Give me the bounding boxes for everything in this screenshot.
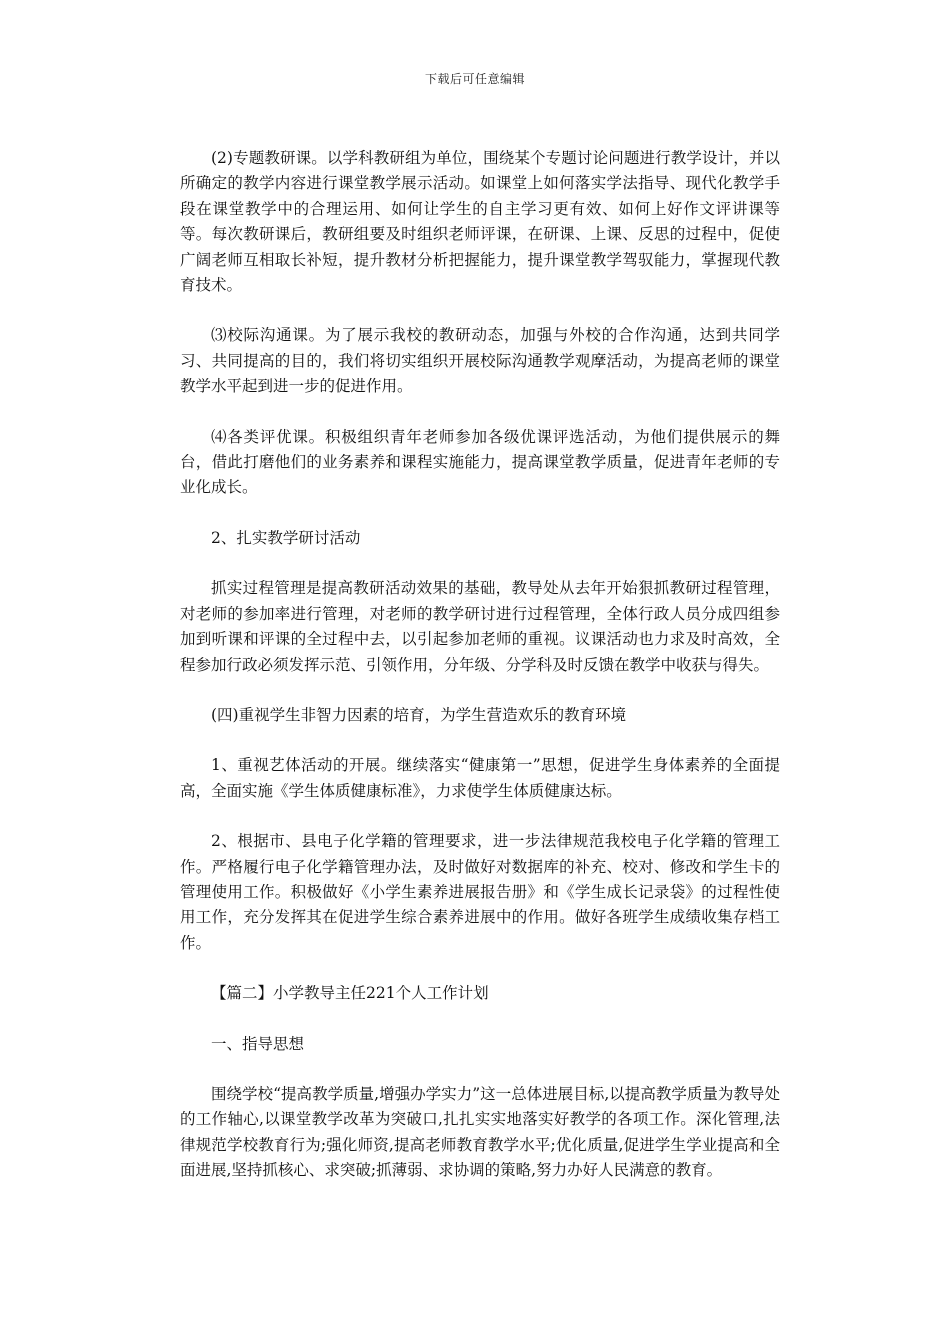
section-heading-guiding-ideology: 一、指导思想 [211,1034,305,1053]
paragraph-student-records: 2、根据市、县电子化学籍的管理要求，进一步法律规范我校电子化学籍的管理工作。严格履行电子化学籍管理办法，及时做好对数据库的补充、校对、修改和学生卡的管理使用工作。积极做好《小学生素养进展报告册》和《学生成长记录袋》的过程性使用工作，充分发挥其在促进学生综合素养进展中的作用。做好各班学生成绩收集存档工作。 [180,832,780,952]
paragraph-special-topic-lesson: (2)专题教研课。以学科教研组为单位，围绕某个专题讨论问题进行教学设计，并以所确定的教学内容进行课堂教学展示活动。如课堂上如何落实学法指导、现代化教学手段在课堂教学中的合理运用、如何让学生的自主学习更有效、如何上好作文评讲课等等。每次教研课后，教研组要及时组织老师评课，在研课、上课、反思的过程中，促使广阔老师互相取长补短，提升教材分析把握能力，提升课堂教学驾驭能力，掌握现代教育技术。 [180,149,780,295]
section-heading-teaching-research: 2、扎实教学研讨活动 [211,528,361,547]
paragraph-process-management: 抓实过程管理是提高教研活动效果的基础，教导处从去年开始狠抓教研过程管理，对老师的参加率进行管理，对老师的教学研讨进行过程管理，全体行政人员分成四组参加到听课和评课的全过程中去，以引起参加老师的重视。议课活动也力求及时高效，全程参加行政必须发挥示范、引领作用，分年级、分学科及时反馈在教学中收获与得失。 [180,579,780,674]
paragraph-arts-sports: 1、重视艺体活动的开展。继续落实“健康第一”思想，促进学生身体素养的全面提高，全面实施《学生体质健康标准》，力求使学生体质健康达标。 [180,756,780,800]
paragraph-inter-school-lesson: ⑶校际沟通课。为了展示我校的教研动态，加强与外校的合作沟通，达到共同学习、共同提高的目的，我们将切实组织开展校际沟通教学观摩活动，为提高老师的课堂教学水平起到进一步的促进作用。 [180,326,780,396]
chapter-title: 【篇二】小学教导主任221个人工作计划 [211,984,489,1003]
document-body [180,146,780,1184]
header-note: 下载后可任意编辑 [424,72,525,86]
section-heading-non-intellectual-factors: (四)重视学生非智力因素的培育，为学生营造欢乐的教育环境 [211,705,627,724]
paragraph-evaluation-lesson: ⑷各类评优课。积极组织青年老师参加各级优课评选活动，为他们提供展示的舞台，借此打磨他们的业务素养和课程实施能力，提高课堂教学质量，促进青年老师的专业化成长。 [180,427,780,497]
paragraph-guiding-ideology: 围绕学校“提高教学质量,增强办学实力”这一总体进展目标,以提高教学质量为教导处的工作轴心,以课堂教学改革为突破口,扎扎实实地落实好教学的各项工作。深化管理,法律规范学校教育行为;强化师资,提高老师教育教学水平;优化质量,促进学生学业提高和全面进展,坚持抓核心、求突破;抓薄弱、求协调的策略,努力办好人民满意的教育。 [180,1084,780,1180]
